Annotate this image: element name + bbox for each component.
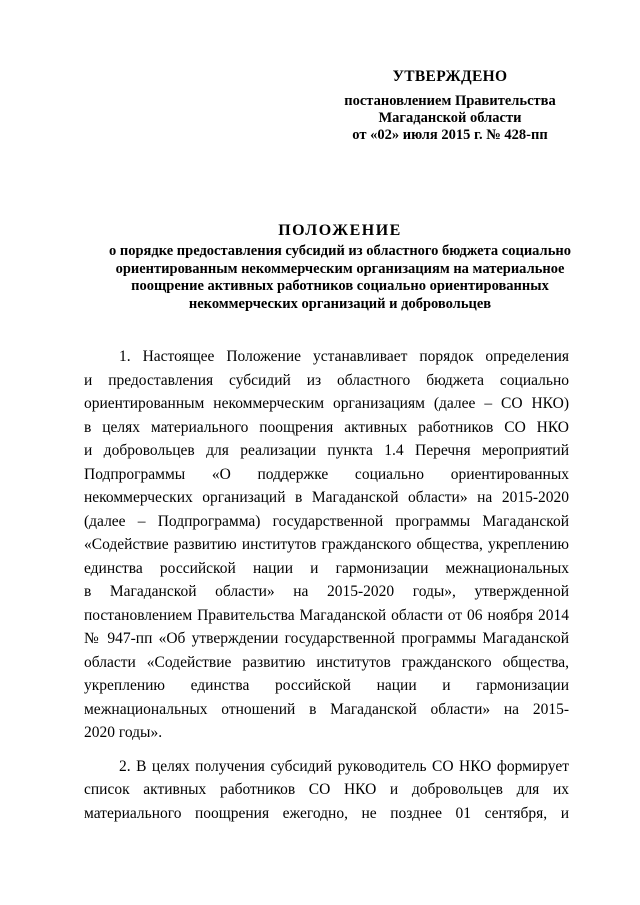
- paragraph-line: список активных работников СО НКО и добровольцев для их: [84, 781, 569, 798]
- paragraph-line: в Магаданской области» на 2015-2020 годы», утвержденной: [84, 583, 569, 600]
- paragraph-1: [84, 345, 569, 745]
- approval-block: [300, 68, 600, 144]
- paragraph-line: межнациональных отношений в Магаданской области» на 2015-: [84, 700, 569, 718]
- paragraph-line: «Содействие развитию институтов гражданского общества, укреплению: [84, 536, 569, 553]
- paragraph-line: 1. Настоящее Положение устанавливает порядок определения: [119, 348, 569, 365]
- paragraph-line: и добровольцев для реализации пункта 1.4 Перечня мероприятий: [84, 442, 569, 459]
- subtitle-line: о порядке предоставления субсидий из областного бюджета социально: [109, 243, 571, 259]
- paragraph-line: области «Содействие развитию институтов гражданского общества,: [84, 653, 569, 671]
- approval-line-3: от «02» июля 2015 г. № 428-пп: [352, 127, 548, 143]
- paragraph-line: 2020 годы».: [84, 724, 163, 741]
- paragraph-line: материального поощрения ежегодно, не позднее 01 сентября, и: [84, 804, 569, 822]
- document-title: ПОЛОЖЕНИЕ: [278, 222, 402, 239]
- paragraph-line: № 947-пп «Об утверждении государственной программы Магаданской: [84, 630, 569, 647]
- document-subtitle: [60, 243, 620, 313]
- paragraph-line: ориентированным некоммерческим организациям (далее – СО НКО): [84, 395, 569, 412]
- approval-line-2: Магаданской области: [378, 110, 522, 126]
- paragraph-line: единства российской нации и гармонизации межнациональных: [84, 559, 569, 577]
- document-body: [84, 345, 569, 825]
- paragraph-line: Подпрограммы «О поддержке социально ориентированных: [84, 465, 569, 483]
- paragraph-line: 2. В целях получения субсидий руководитель СО НКО формирует: [119, 757, 569, 775]
- approval-line-1: постановлением Правительства: [344, 93, 556, 109]
- subtitle-line: некоммерческих организаций и добровольцев: [188, 295, 492, 312]
- paragraph-line: и предоставления субсидий из областного бюджета социально: [84, 371, 569, 389]
- paragraph-line: некоммерческих организаций в Магаданской области» на 2015-2020: [84, 489, 569, 506]
- subtitle-line: ориентированным некоммерческим организациям на материальное: [115, 260, 565, 277]
- paragraph-line: (далее – Подпрограмма) государственной программы Магаданской: [84, 512, 569, 530]
- paragraph-2: [84, 755, 569, 826]
- paragraph-line: постановлением Правительства Магаданской области от 06 ноября 2014: [84, 606, 569, 624]
- document-heading: [60, 222, 620, 313]
- paragraph-line: укреплению единства российской нации и гармонизации: [84, 677, 569, 694]
- approval-stamp: УТВЕРЖДЕНО: [392, 68, 508, 85]
- subtitle-line: поощрение активных работников социально ориентированных: [131, 278, 549, 294]
- paragraph-line: в целях материального поощрения активных работников СО НКО: [84, 418, 569, 436]
